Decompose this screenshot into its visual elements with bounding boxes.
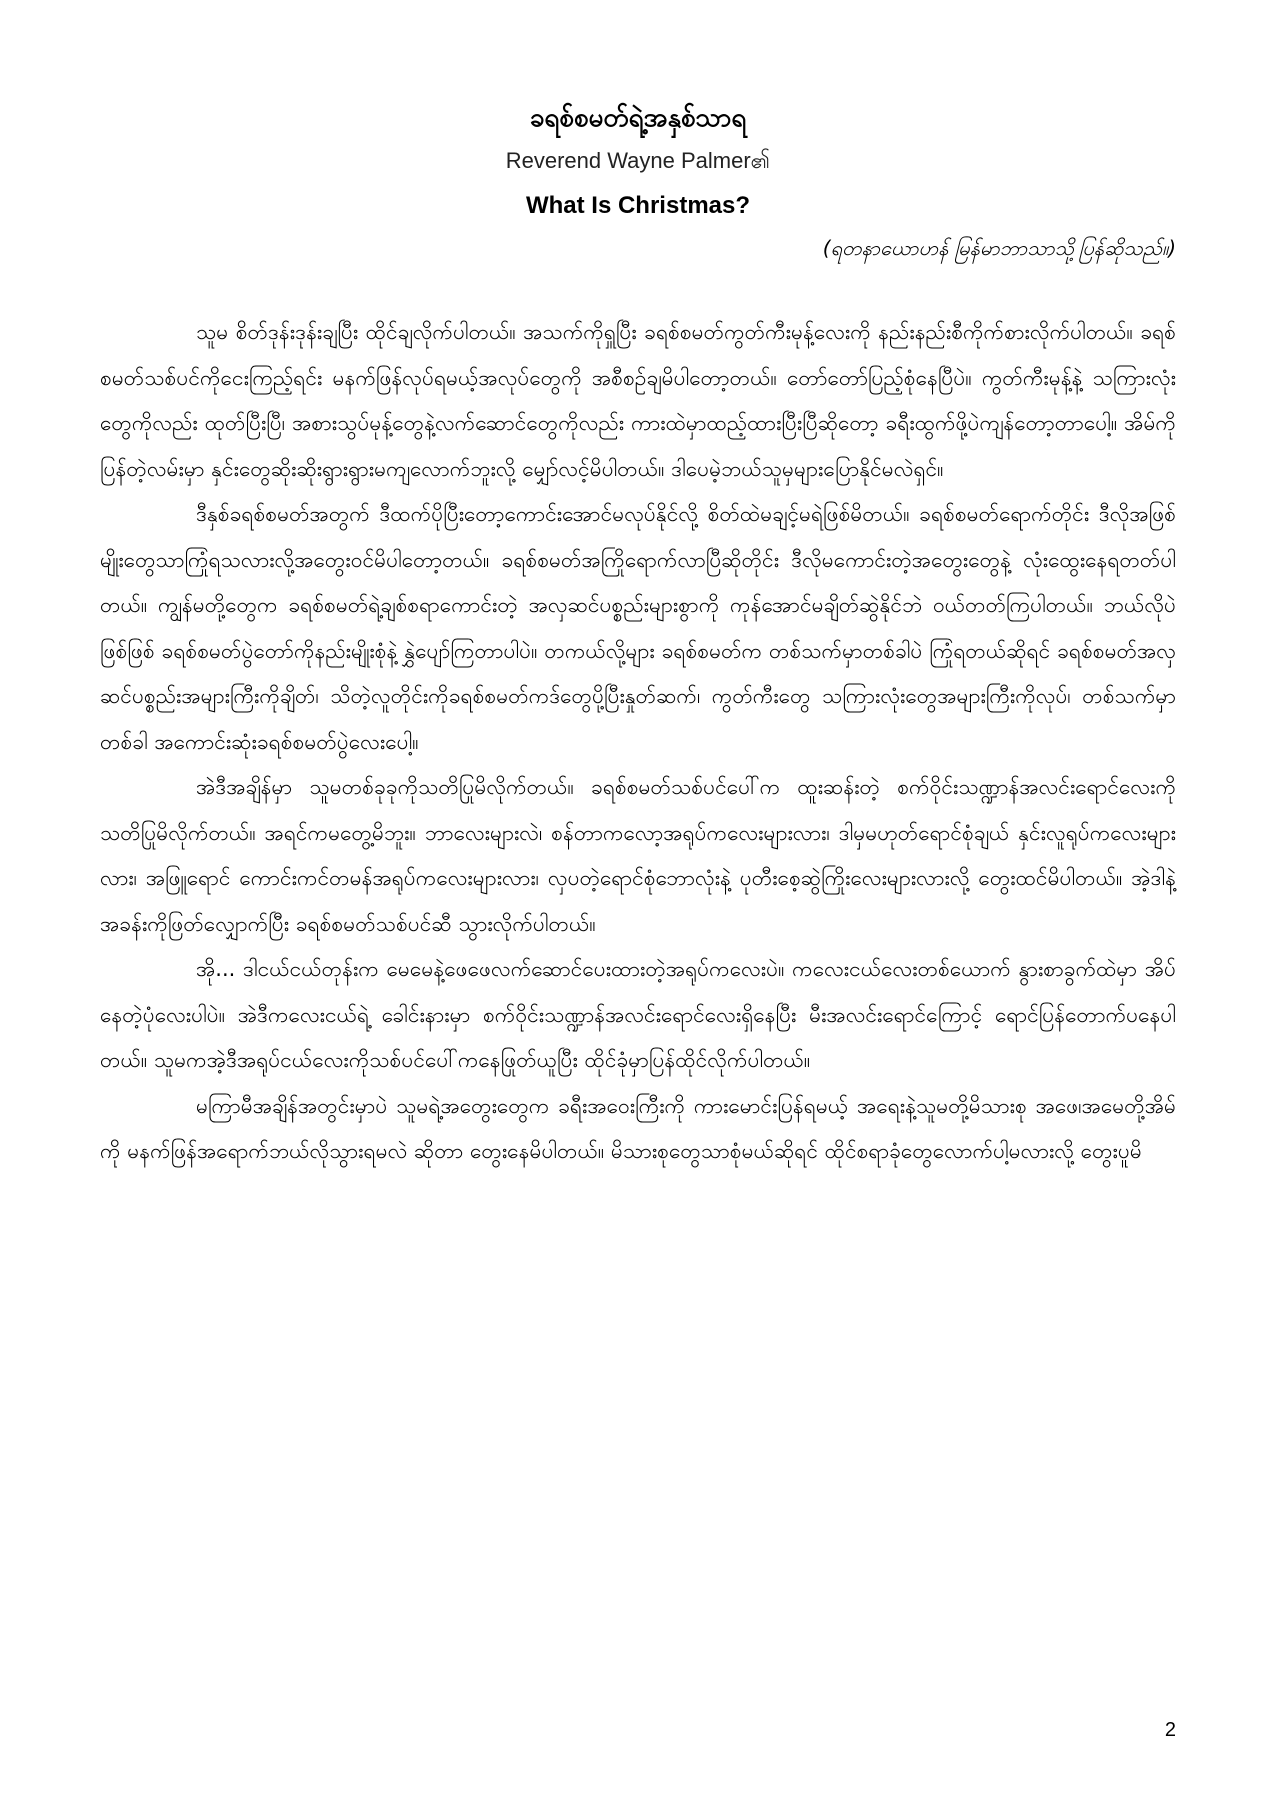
paragraph-4: အို... ဒါငယ်ငယ်တုန်းက မေမေနဲ့ဖေဖေလက်ဆောင်ပေးထားတဲ့အရုပ်ကလေးပဲ။ ကလေးငယ်လေးတစ်ယောက် နွားစာခွက်ထဲမှာ အိပ်နေတဲ့ပုံလေးပါပဲ။ အဲဒီကလေးငယ်ရဲ့ ခေါင်းနားမှာ စက်ဝိုင်းသဏ္ဍာန်အလင်းရောင်လေးရှိနေပြီး မီးအလင်းရောင်ကြောင့် ရောင်ပြန်တောက်ပနေပါတယ်။ သူမကအဲ့ဒီအရုပ်ငယ်လေးကိုသစ်ပင်ပေါ်ကနေဖြုတ်ယူပြီး ထိုင်ခုံမှာပြန်ထိုင်လိုက်ပါတယ်။ bbox=[100, 957, 1176, 1072]
document-body bbox=[100, 310, 1176, 1175]
document-title: ခရစ်စမတ်ရဲ့အနှစ်သာရ bbox=[529, 103, 747, 133]
page-number: 2 bbox=[1164, 1719, 1176, 1741]
document-author: Reverend Wayne Palmer၏ bbox=[505, 148, 771, 173]
paragraph-2: ဒီနှစ်ခရစ်စမတ်အတွက် ဒီထက်ပိုပြီးတော့ကောင်းအောင်မလုပ်နိုင်လို့ စိတ်ထဲမချင့်မရဲဖြစ်မိတယ်။ ခရစ်စမတ်ရောက်တိုင်း ဒီလိုအဖြစ်မျိုးတွေသာကြုံရသလားလို့အတွေးဝင်မိပါတော့တယ်။ ခရစ်စမတ်အကြိုရောက်လာပြီဆိုတိုင်း ဒီလိုမကောင်းတဲ့အတွေးတွေနဲ့ လုံးထွေးနေရတတ်ပါတယ်။ ကျွန်မတို့တွေက ခရစ်စမတ်ရဲ့ချစ်စရာကောင်းတဲ့ အလှဆင်ပစ္စည်းများစွာကို ကုန်အောင်မချိတ်ဆွဲနိုင်ဘဲ ဝယ်တတ်ကြပါတယ်။ ဘယ်လိုပဲဖြစ်ဖြစ် ခရစ်စမတ်ပွဲတော်ကိုနည်းမျိုးစုံနဲ့ နွှဲပျော်ကြတာပါပဲ။ တကယ်လို့များ ခရစ်စမတ်က တစ်သက်မှာတစ်ခါပဲ ကြုံရတယ်ဆိုရင် ခရစ်စမတ်အလှဆင်ပစ္စည်းအများကြီးကိုချိတ်၊ သိတဲ့လူတိုင်းကိုခရစ်စမတ်ကဒ်တွေပို့ပြီးနှုတ်ဆက်၊ ကွတ်ကီးတွေ သကြားလုံးတွေအများကြီးကိုလုပ်၊ တစ်သက်မှာတစ်ခါ အကောင်းဆုံးခရစ်စမတ်ပွဲလေးပေါ့။ bbox=[100, 502, 1176, 754]
paragraph-3: အဲဒီအချိန်မှာ သူမတစ်ခုခုကိုသတိပြုမိလိုက်တယ်။ ခရစ်စမတ်သစ်ပင်ပေါ်က ထူးဆန်းတဲ့ စက်ဝိုင်းသဏ္ဍာန်အလင်းရောင်လေးကို သတိပြုမိလိုက်တယ်။ အရင်ကမတွေ့မိဘူး။ ဘာလေးများလဲ၊ စန်တာကလော့အရုပ်ကလေးများလား၊ ဒါမှမဟုတ်ရောင်စုံချယ် နှင်းလူရုပ်ကလေးများလား၊ အဖြူရောင် ကောင်းကင်တမန်အရုပ်ကလေးများလား၊ လှပတဲ့ရောင်စုံဘောလုံးနဲ့ ပုတီးစေ့ဆွဲကြိုးလေးများလားလို့ တွေးထင်မိပါတယ်။ အဲ့ဒါနဲ့ အခန်းကိုဖြတ်လျှောက်ပြီး ခရစ်စမတ်သစ်ပင်ဆီ သွားလိုက်ပါတယ်။ bbox=[100, 775, 1176, 936]
translator-note: (ရတနာယောဟန် မြန်မာဘာသာသို့ပြန်ဆိုသည်။) bbox=[822, 236, 1176, 260]
paragraph-5: မကြာမီအချိန်အတွင်းမှာပဲ သူမရဲ့အတွေးတွေက ခရီးအဝေးကြီးကို ကားမောင်းပြန်ရမယ့် အရေးနဲ့သူမတို့မိသားစု အဖေ၊အမေတို့အိမ်ကို မနက်ဖြန်အရောက်ဘယ်လိုသွားရမလဲ ဆိုတာ တွေးနေမိပါတယ်။ မိသားစုတွေသာစုံမယ်ဆိုရင် ထိုင်စရာခုံတွေလောက်ပါ့မလားလို့ တွေးပူမိ bbox=[100, 1093, 1176, 1163]
document-subtitle: What Is Christmas? bbox=[525, 192, 751, 219]
paragraph-1: သူမ စိတ်ဒုန်းဒုန်းချပြီး ထိုင်ချလိုက်ပါတယ်။ အသက်ကိုရှူပြီး ခရစ်စမတ်ကွတ်ကီးမုန့်လေးကို နည်းနည်းစီကိုက်စားလိုက်ပါတယ်။ ခရစ်စမတ်သစ်ပင်ကိုငေးကြည့်ရင်း မနက်ဖြန်လုပ်ရမယ့်အလုပ်တွေကို အစီစဉ်ချမိပါတော့တယ်။ တော်တော်ပြည့်စုံနေပြီပဲ။ ကွတ်ကီးမုန့်နဲ့ သကြားလုံးတွေကိုလည်း ထုတ်ပြီးပြီ၊ အစားသွပ်မုန့်တွေနဲ့လက်ဆောင်တွေကိုလည်း ကားထဲမှာထည့်ထားပြီးပြီဆိုတော့ ခရီးထွက်ဖို့ပဲကျန်တော့တာပေါ့။ အိမ်ကိုပြန်တဲ့လမ်းမှာ နှင်းတွေဆိုးဆိုးရွားရွားမကျလောက်ဘူးလို့ မျှော်လင့်မိပါတယ်။ ဒါပေမဲ့ဘယ်သူမှများပြောနိုင်မလဲရှင်။ bbox=[100, 320, 1176, 481]
